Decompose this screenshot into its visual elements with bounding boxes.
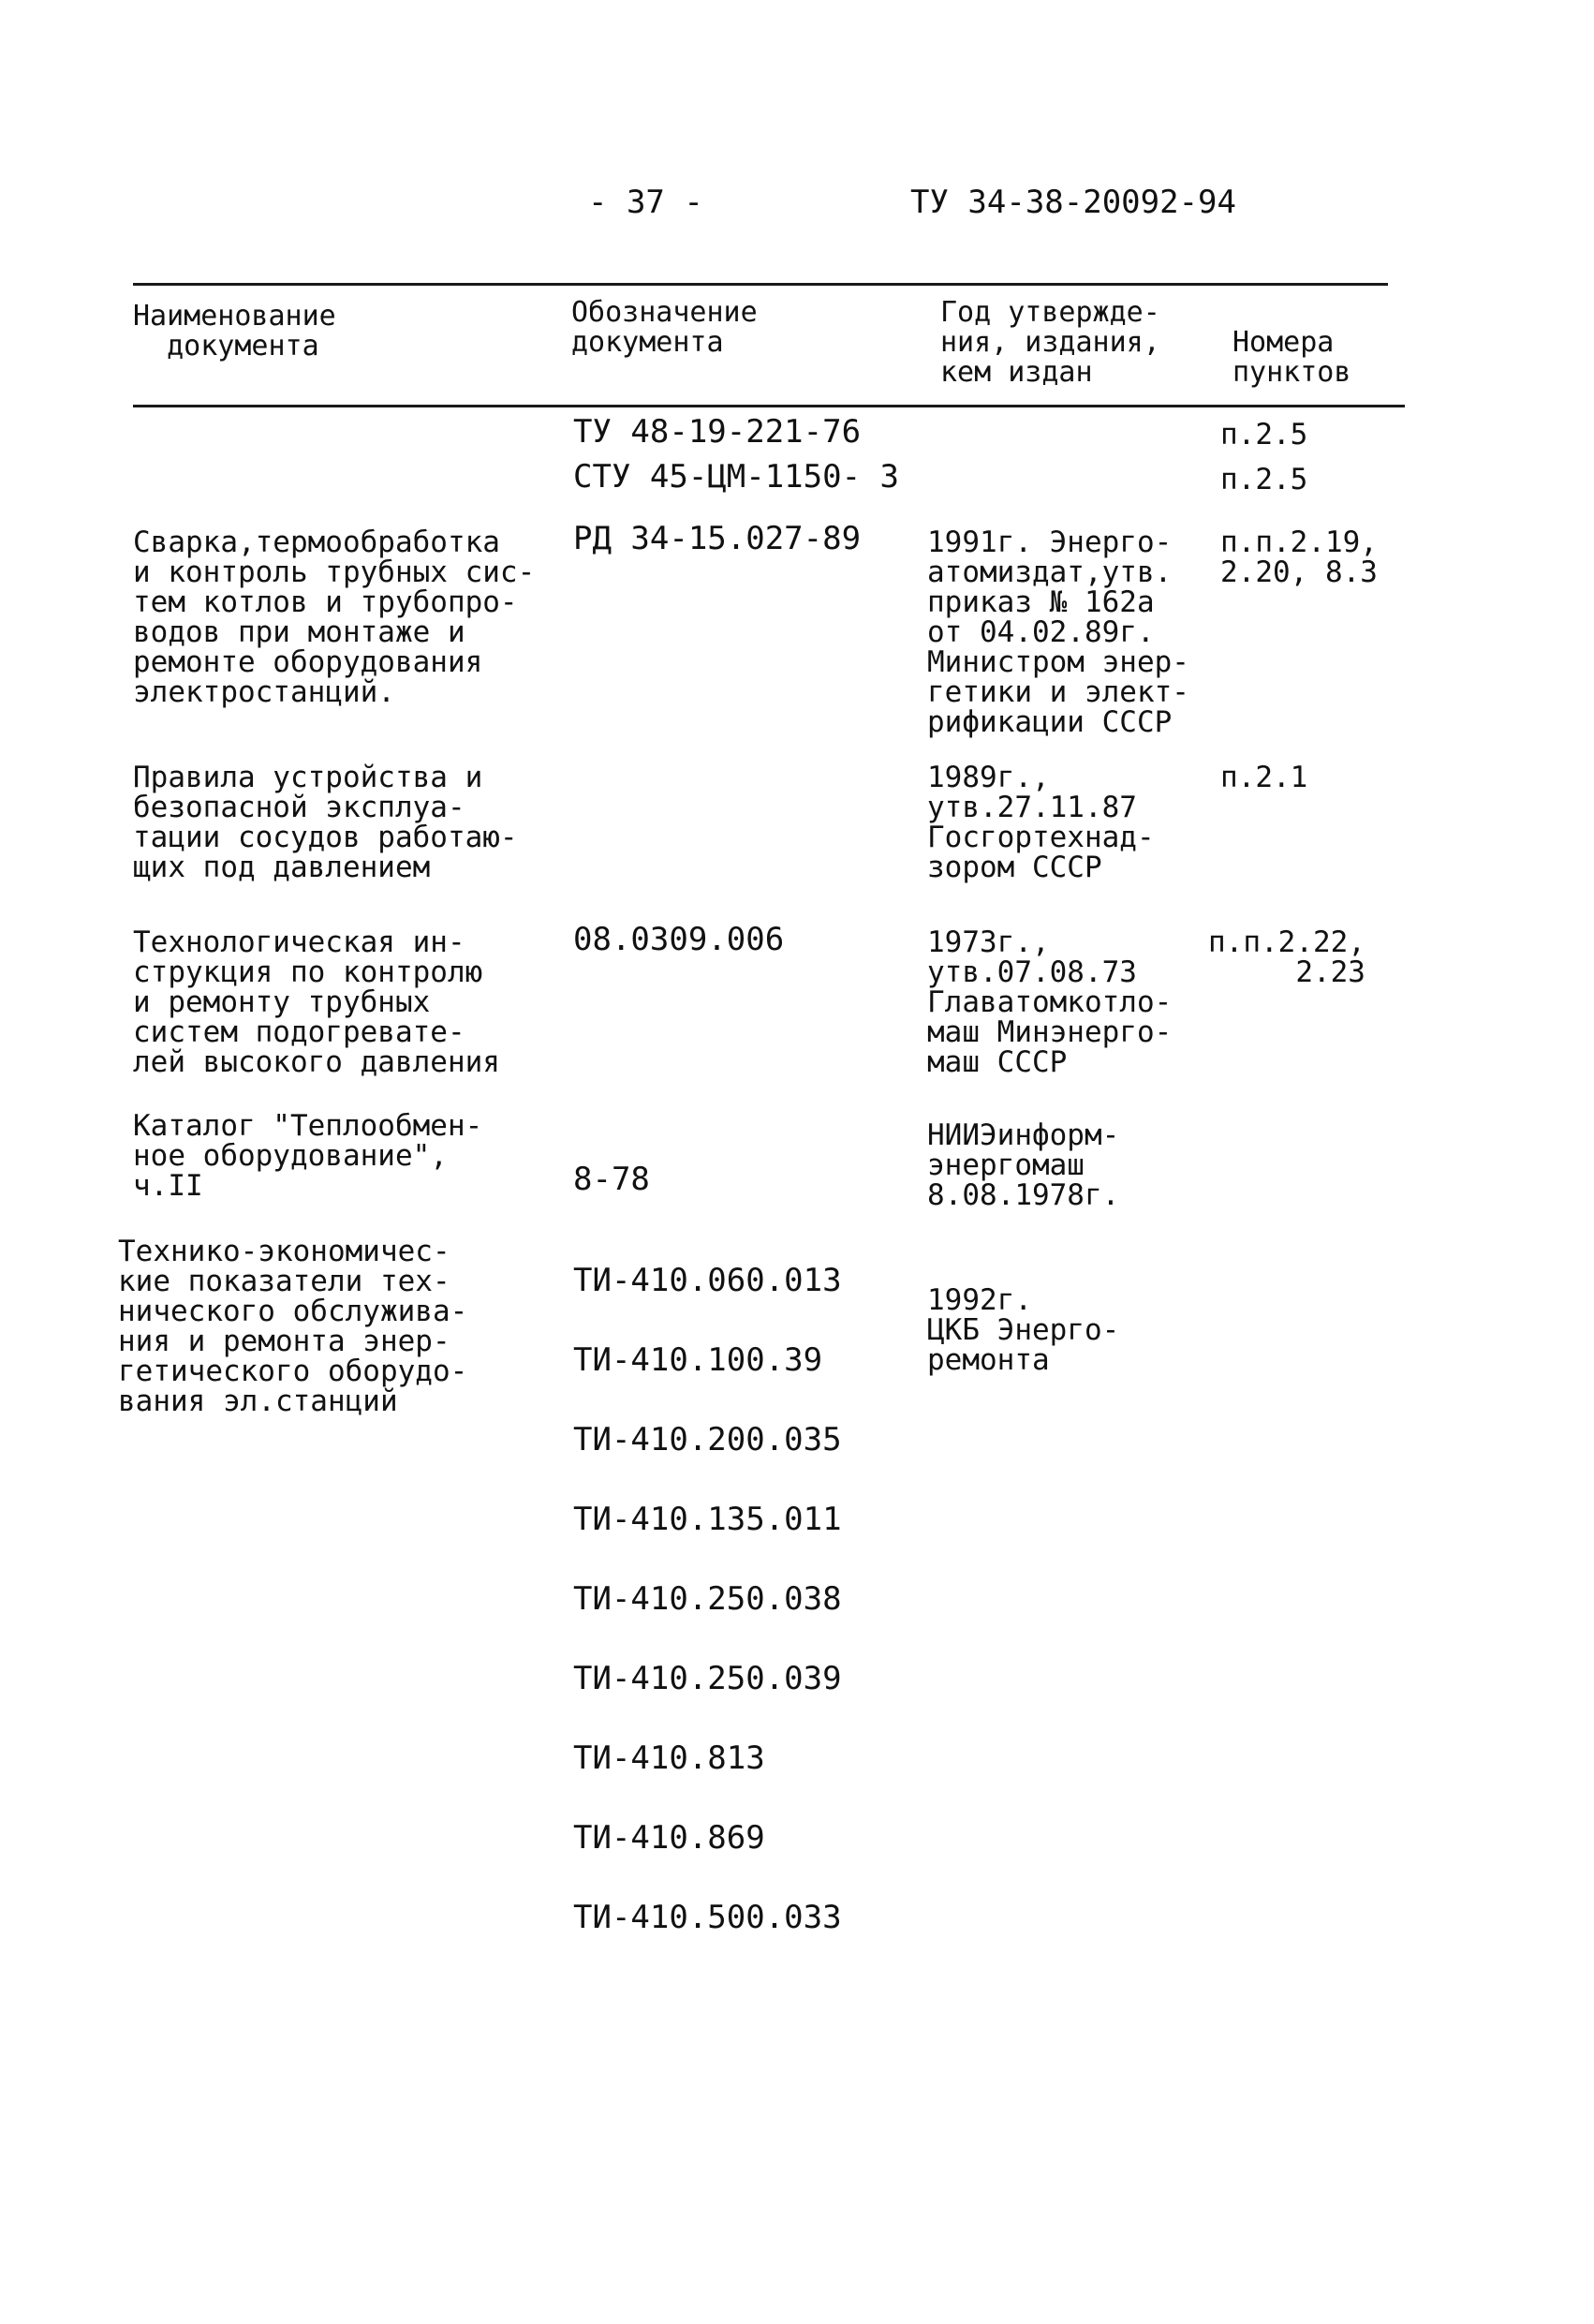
row-name: Каталог "Теплообмен- ное оборудование", ч.II [133, 1109, 483, 1203]
document-code: ТУ 34-38-20092-94 [910, 184, 1236, 221]
row-name: Технологическая ин- струкция по контролю и ремонту трубных систем подогревате- лей высокого давления [133, 925, 500, 1079]
row-designation: 08.0309.006 [573, 921, 785, 958]
designation-item: ТИ-410.060.013 [573, 1262, 842, 1299]
row-name: Правила устройства и безопасной эксплуа- тации сосудов работаю- щих под давлением [133, 761, 518, 884]
row-year: НИИЭинформ- энергомаш 8.08.1978г. [927, 1118, 1120, 1212]
row-points: п.п.2.19, 2.20, 8.3 [1220, 525, 1378, 589]
table-header-rule [133, 405, 1405, 407]
designation-item: ТИ-410.813 [573, 1739, 765, 1777]
row-points: п.2.5 [1220, 463, 1308, 496]
row-year: 1973г., утв.07.08.73 Главатомкотло- маш Минэнерго- маш СССР [927, 925, 1173, 1079]
column-header-designation: Обозначение документа [571, 296, 758, 359]
designation-item: ТИ-410.869 [573, 1819, 765, 1857]
row-designation: СТУ 45-ЦМ-1150- 3 [573, 458, 899, 496]
designation-item: ТИ-410.500.033 [573, 1899, 842, 1936]
designation-item: ТИ-410.135.011 [573, 1501, 842, 1538]
row-year: 1991г. Энерго- атомиздат,утв. приказ № 162а от 04.02.89г. Министром энер- гетики и элект- рификации СССР [927, 525, 1189, 739]
designation-list [573, 1223, 842, 1958]
row-year: 1992г. ЦКБ Энерго- ремонта [927, 1283, 1120, 1377]
column-header-year: Год утвержде- ния, издания, кем издан [940, 296, 1160, 389]
designation-item: ТИ-410.200.035 [573, 1421, 842, 1458]
table-top-rule [133, 283, 1388, 286]
designation-item: ТИ-410.250.039 [573, 1660, 842, 1697]
row-name: Технико-экономичес- кие показатели тех- нического обслужива- ния и ремонта энер- гетического оборудо- вания эл.станций [118, 1235, 468, 1418]
row-points: п.2.5 [1220, 418, 1308, 451]
row-points: п.п.2.22, 2.23 [1208, 925, 1365, 989]
page-number: - 37 - [588, 184, 703, 221]
designation-item: ТИ-410.100.39 [573, 1341, 823, 1379]
column-header-name: Наименование документа [133, 300, 336, 363]
row-designation: ТУ 48-19-221-76 [573, 413, 862, 451]
row-designation: РД 34-15.027-89 [573, 520, 862, 557]
row-name: Сварка,термообработка и контроль трубных сис- тем котлов и трубопро- водов при монтаже и ремонте оборудования электростанций. [133, 525, 536, 709]
column-header-points: Номера пунктов [1232, 326, 1351, 389]
row-designation: 8-78 [573, 1161, 650, 1198]
row-year: 1989г., утв.27.11.87 Госгортехнад- зором СССР [927, 761, 1155, 884]
row-points: п.2.1 [1220, 761, 1308, 794]
designation-item: ТИ-410.250.038 [573, 1580, 842, 1618]
